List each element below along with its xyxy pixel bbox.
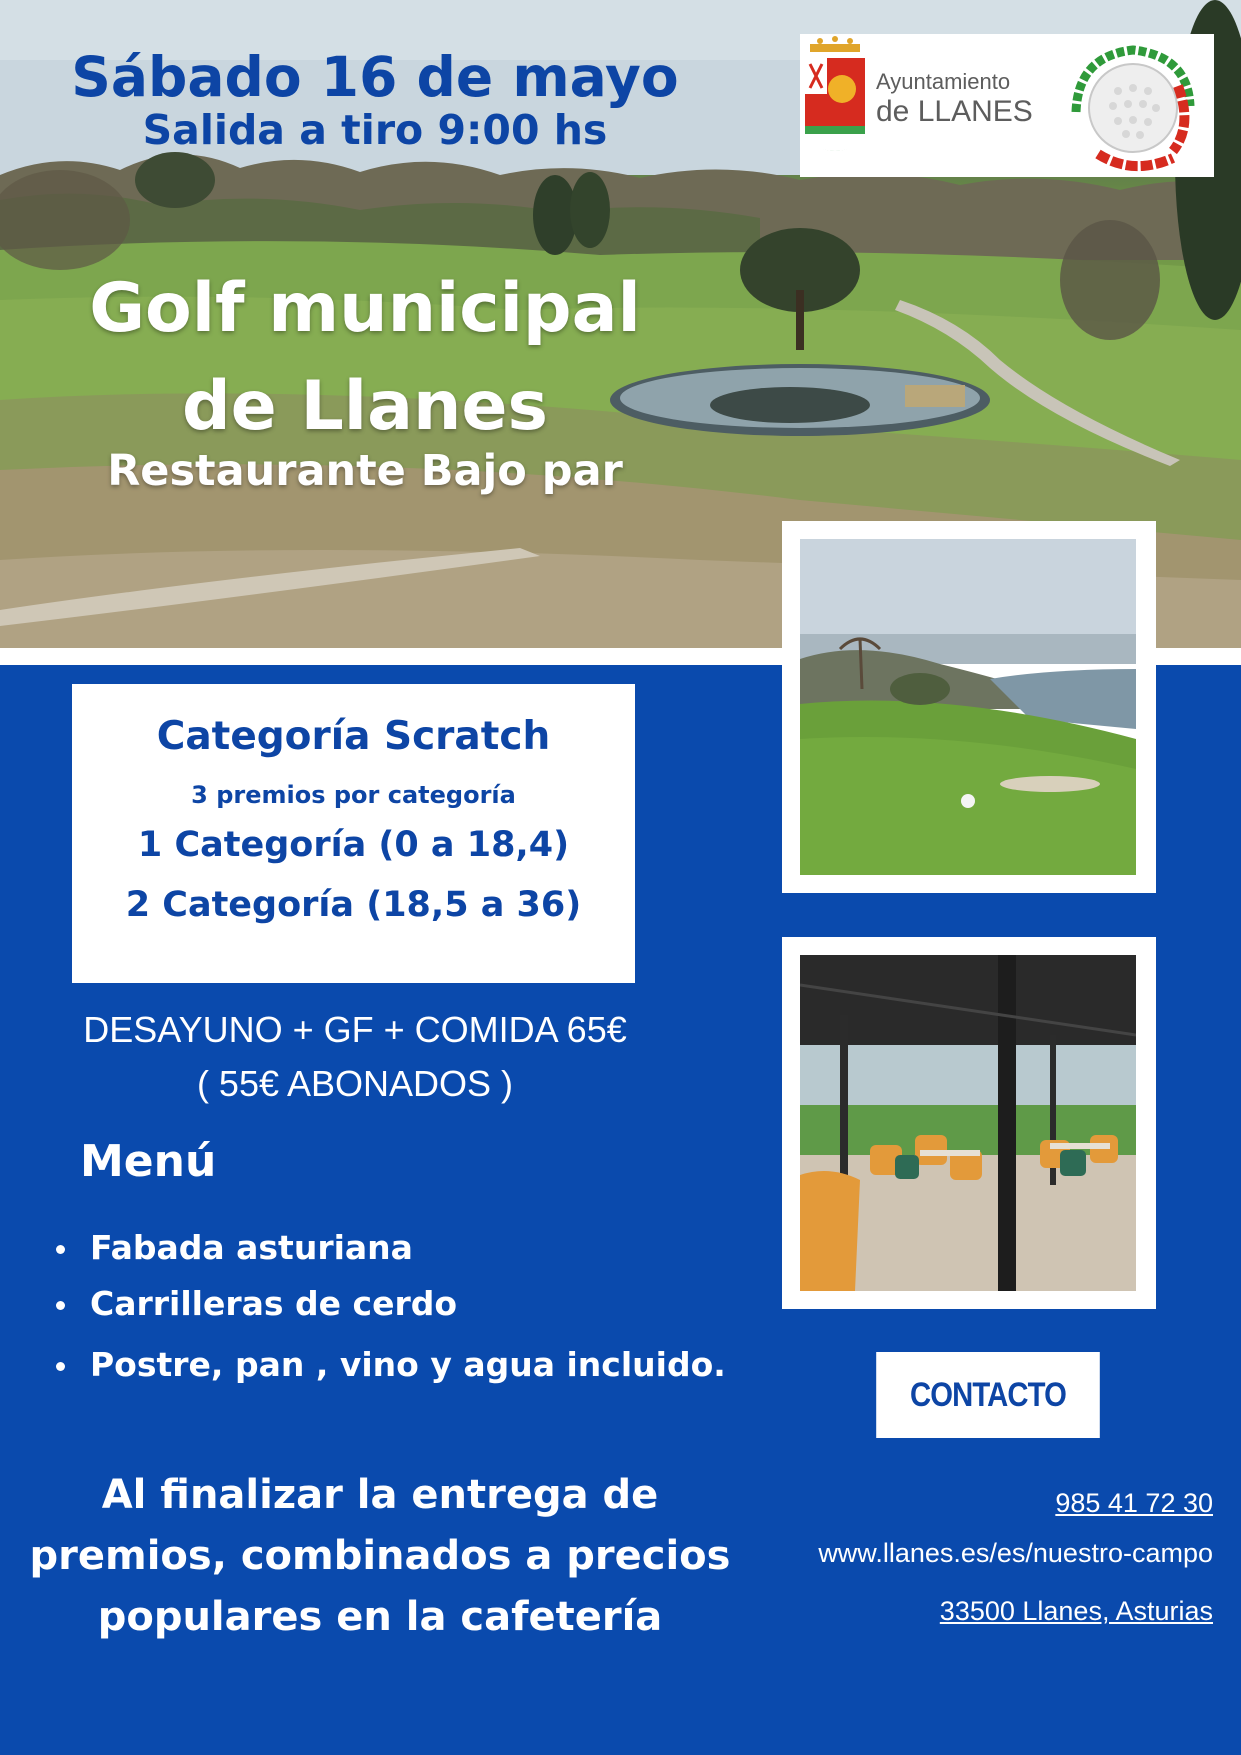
ayuntamiento-line-1: Ayuntamiento xyxy=(876,69,1011,94)
coast-photo-image xyxy=(800,539,1136,875)
closing-line-2: premios, combinados a precios xyxy=(29,1533,731,1579)
category-title: Categoría Scratch xyxy=(156,714,551,759)
closing-line-1: Al finalizar la entrega de xyxy=(101,1472,659,1518)
menu-item: Fabada asturiana xyxy=(52,1228,413,1268)
closing-note xyxy=(20,1465,740,1648)
category-box xyxy=(72,684,635,983)
ayuntamiento-shield-logo xyxy=(800,34,870,177)
menu-item: Postre, pan , vino y agua incluido. xyxy=(52,1345,726,1385)
page-title xyxy=(50,260,680,456)
category-2: 2 Categoría (18,5 a 36) xyxy=(125,885,582,925)
event-start-time: Salida a tiro 9:00 hs xyxy=(142,106,608,154)
menu-item: Carrilleras de cerdo xyxy=(52,1284,457,1324)
coast-view-photo xyxy=(782,521,1156,893)
restaurant-terrace-photo xyxy=(782,937,1156,1309)
menu-title: Menú xyxy=(80,1136,217,1187)
price-line-2: ( 55€ ABONADOS ) xyxy=(196,1063,514,1104)
event-date: Sábado 16 de mayo xyxy=(71,45,679,109)
sponsor-logos xyxy=(800,34,1214,177)
title-line-1: Golf municipal xyxy=(89,269,641,348)
contact-button[interactable]: CONTACTO xyxy=(876,1352,1100,1438)
restaurant-subtitle: Restaurante Bajo par xyxy=(107,446,623,496)
price-info xyxy=(30,1003,680,1111)
category-prizes: 3 premios por categoría xyxy=(191,781,516,809)
price-line-1: DESAYUNO + GF + COMIDA 65€ xyxy=(83,1009,627,1050)
restaurant-photo-image xyxy=(800,955,1136,1291)
ayuntamiento-line-2: de LLANES xyxy=(876,95,1033,128)
title-line-2: de Llanes xyxy=(182,367,548,446)
contact-website[interactable]: www.llanes.es/es/nuestro-campo xyxy=(818,1538,1213,1568)
ayuntamiento-wordmark xyxy=(876,69,1033,129)
contact-address-link[interactable]: 33500 Llanes, Asturias xyxy=(939,1596,1213,1626)
closing-line-3: populares en la cafetería xyxy=(97,1594,663,1640)
category-1: 1 Categoría (0 a 18,4) xyxy=(137,825,570,865)
contact-phone-link[interactable]: 985 41 72 30 xyxy=(1055,1488,1213,1518)
golf-municipal-llanes-logo xyxy=(1058,36,1208,176)
